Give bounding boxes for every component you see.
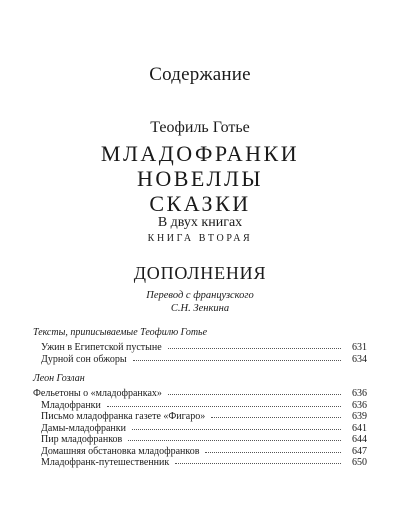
leader-dots bbox=[168, 340, 341, 349]
author-name: Теофиль Готье bbox=[150, 119, 250, 136]
toc-entry-title: Пир младофранков bbox=[41, 434, 123, 445]
book-title-line: НОВЕЛЛЫ bbox=[136, 166, 264, 191]
book-title-line: МЛАДОФРАНКИ bbox=[100, 141, 300, 166]
book-number: КНИГА ВТОРАЯ bbox=[147, 233, 253, 244]
translator-name: С.Н. Зенкина bbox=[170, 303, 230, 314]
leader-dots bbox=[175, 455, 341, 464]
toc-entry-title: Фельетоны о «младофранках» bbox=[33, 388, 162, 399]
toc-entry-page: 636 bbox=[352, 399, 367, 411]
translation-credit bbox=[0, 289, 400, 315]
toc-entry-title: Дурной сон обжоры bbox=[41, 353, 127, 365]
toc-entry-page: 634 bbox=[352, 353, 367, 365]
toc-entry-page: 650 bbox=[352, 457, 367, 468]
book-title bbox=[0, 141, 400, 216]
toc-entry-title: Домашняя обстановка младофранков bbox=[41, 445, 200, 457]
leader-dots bbox=[132, 421, 341, 430]
group-heading: Тексты, приписываемые Теофилю Готье bbox=[33, 327, 208, 338]
toc-entry-title: Дамы-младофранки bbox=[41, 422, 126, 434]
toc-entry-page: 644 bbox=[352, 434, 367, 445]
group-heading: Леон Гозлан bbox=[33, 373, 85, 384]
toc-entry-page: 636 bbox=[352, 388, 367, 399]
leader-dots bbox=[168, 386, 341, 395]
book-title-line: СКАЗКИ bbox=[149, 191, 251, 216]
volumes-note: В двух книгах bbox=[157, 215, 243, 230]
toc-entry[interactable] bbox=[33, 353, 367, 365]
toc-entry-page: 639 bbox=[352, 411, 367, 422]
toc-entry-title: Младофранк-путешественник bbox=[41, 457, 170, 468]
leader-dots bbox=[107, 398, 341, 407]
leader-dots bbox=[133, 352, 341, 361]
toc-group-list bbox=[33, 387, 367, 468]
toc-entry[interactable] bbox=[33, 456, 367, 468]
leader-dots bbox=[205, 444, 341, 453]
toc-entry-title: Ужин в Египетской пустыне bbox=[41, 342, 162, 353]
toc-entry-title: Письмо младофранка газете «Фигаро» bbox=[41, 411, 206, 422]
leader-dots bbox=[211, 409, 341, 418]
page-title: Содержание bbox=[149, 64, 251, 85]
section-title: ДОПОЛНЕНИЯ bbox=[133, 263, 267, 283]
toc-entry-title: Младофранки bbox=[41, 399, 101, 411]
translation-line: Перевод с французского bbox=[146, 290, 254, 301]
leader-dots bbox=[128, 432, 341, 441]
toc-entry-page: 647 bbox=[352, 445, 367, 457]
toc-entry-page: 641 bbox=[352, 422, 367, 434]
toc-group-list bbox=[33, 341, 367, 364]
toc-entry-page: 631 bbox=[352, 342, 367, 353]
